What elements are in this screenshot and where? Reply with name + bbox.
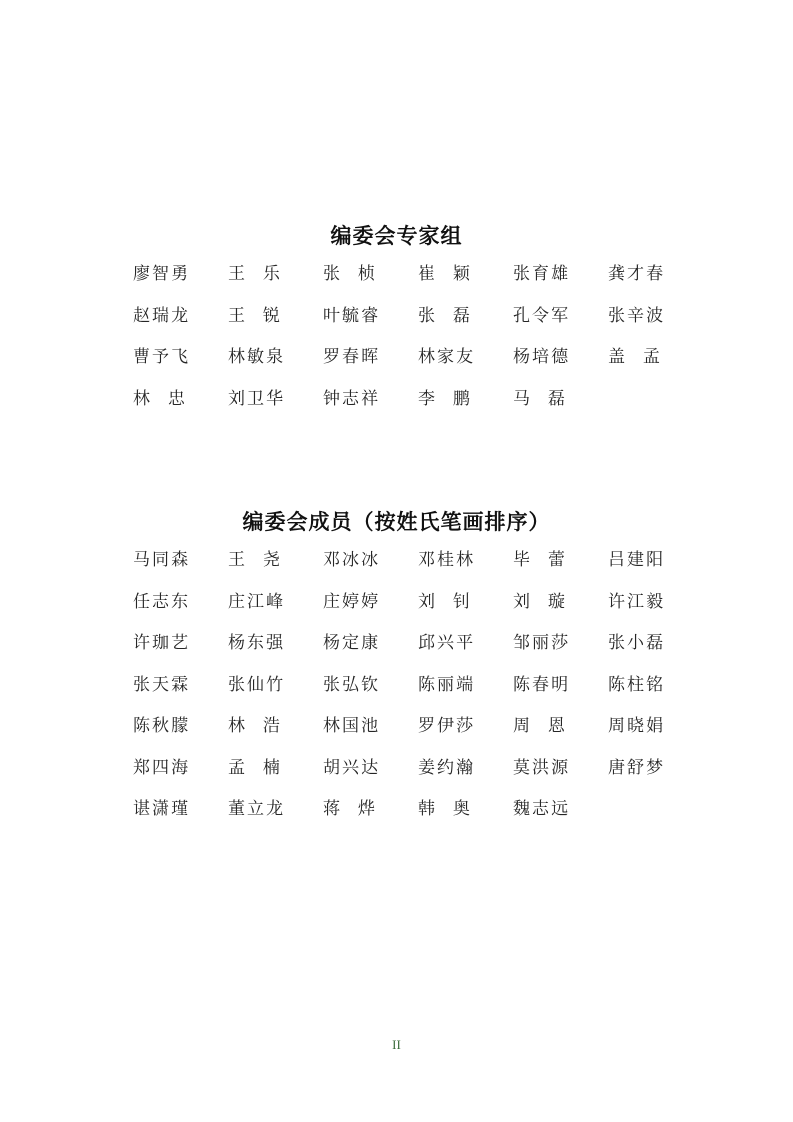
member-name: 陈春明 bbox=[513, 674, 571, 695]
member-name: 庄江峰 bbox=[228, 591, 286, 612]
expert-name: 盖孟 bbox=[608, 347, 678, 368]
member-name: 罗伊莎 bbox=[418, 716, 476, 736]
member-name: 任志东 bbox=[133, 591, 191, 612]
member-name: 王尧 bbox=[228, 550, 298, 570]
member-name: 杨定康 bbox=[323, 633, 381, 653]
expert-name: 张桢 bbox=[323, 264, 393, 284]
expert-name: 马磊 bbox=[513, 389, 583, 410]
member-name: 胡兴达 bbox=[323, 757, 381, 778]
member-name: 刘钊 bbox=[418, 591, 488, 612]
member-name: 魏志远 bbox=[513, 799, 571, 819]
member-name: 邹丽莎 bbox=[513, 633, 571, 653]
member-name: 邓桂林 bbox=[418, 550, 476, 570]
member-name: 马同森 bbox=[133, 550, 191, 570]
member-name: 许珈艺 bbox=[133, 633, 191, 653]
member-name: 张小磊 bbox=[608, 633, 666, 653]
expert-name: 张育雄 bbox=[513, 264, 571, 284]
member-name: 毕蕾 bbox=[513, 550, 583, 570]
member-name: 刘璇 bbox=[513, 591, 583, 612]
expert-name: 叶毓睿 bbox=[323, 305, 381, 326]
member-name: 庄婷婷 bbox=[323, 591, 381, 612]
member-name: 姜约瀚 bbox=[418, 757, 476, 778]
members-section-title: 编委会成员（按姓氏笔画排序） bbox=[242, 510, 551, 534]
expert-name: 张磊 bbox=[418, 305, 488, 326]
page-number: II bbox=[392, 1037, 401, 1052]
expert-name: 廖智勇 bbox=[133, 264, 191, 284]
member-name: 许江毅 bbox=[608, 591, 666, 612]
members-name-grid bbox=[133, 549, 703, 840]
member-name: 张仙竹 bbox=[228, 674, 286, 695]
experts-section-title: 编委会专家组 bbox=[330, 224, 463, 248]
expert-name: 王锐 bbox=[228, 305, 298, 326]
member-name: 吕建阳 bbox=[608, 550, 666, 570]
member-name: 蒋烨 bbox=[323, 799, 393, 819]
member-name: 谌潇瑾 bbox=[133, 799, 191, 819]
member-name: 孟楠 bbox=[228, 757, 298, 778]
expert-name: 杨培德 bbox=[513, 347, 571, 368]
member-name: 周晓娟 bbox=[608, 716, 666, 736]
member-name: 董立龙 bbox=[228, 799, 286, 819]
expert-name: 张辛波 bbox=[608, 305, 666, 326]
expert-name: 刘卫华 bbox=[228, 389, 286, 410]
expert-name: 孔令军 bbox=[513, 305, 571, 326]
expert-name: 林家友 bbox=[418, 347, 476, 368]
expert-name: 赵瑞龙 bbox=[133, 305, 191, 326]
member-name: 邱兴平 bbox=[418, 633, 476, 653]
member-name: 韩奥 bbox=[418, 799, 488, 819]
member-name: 郑四海 bbox=[133, 757, 191, 778]
expert-name: 林敏泉 bbox=[228, 347, 286, 368]
member-name: 林浩 bbox=[228, 716, 298, 736]
member-name: 周恩 bbox=[513, 716, 583, 736]
expert-name: 王乐 bbox=[228, 264, 298, 284]
expert-name: 李鹏 bbox=[418, 389, 488, 410]
member-name: 莫洪源 bbox=[513, 757, 571, 778]
expert-name: 曹予飞 bbox=[133, 347, 191, 368]
member-name: 唐舒梦 bbox=[608, 757, 666, 778]
expert-name: 龚才春 bbox=[608, 264, 666, 284]
member-name: 林国池 bbox=[323, 716, 381, 736]
member-name: 陈柱铭 bbox=[608, 674, 666, 695]
expert-name: 钟志祥 bbox=[323, 389, 381, 410]
expert-name: 罗春晖 bbox=[323, 347, 381, 368]
member-name: 张弘钦 bbox=[323, 674, 381, 695]
member-name: 陈丽端 bbox=[418, 674, 476, 695]
member-name: 杨东强 bbox=[228, 633, 286, 653]
experts-name-grid bbox=[133, 263, 703, 430]
member-name: 陈秋朦 bbox=[133, 716, 191, 736]
expert-name: 崔颖 bbox=[418, 264, 488, 284]
member-name: 张天霖 bbox=[133, 674, 191, 695]
member-name: 邓冰冰 bbox=[323, 550, 381, 570]
expert-name: 林忠 bbox=[133, 389, 203, 410]
